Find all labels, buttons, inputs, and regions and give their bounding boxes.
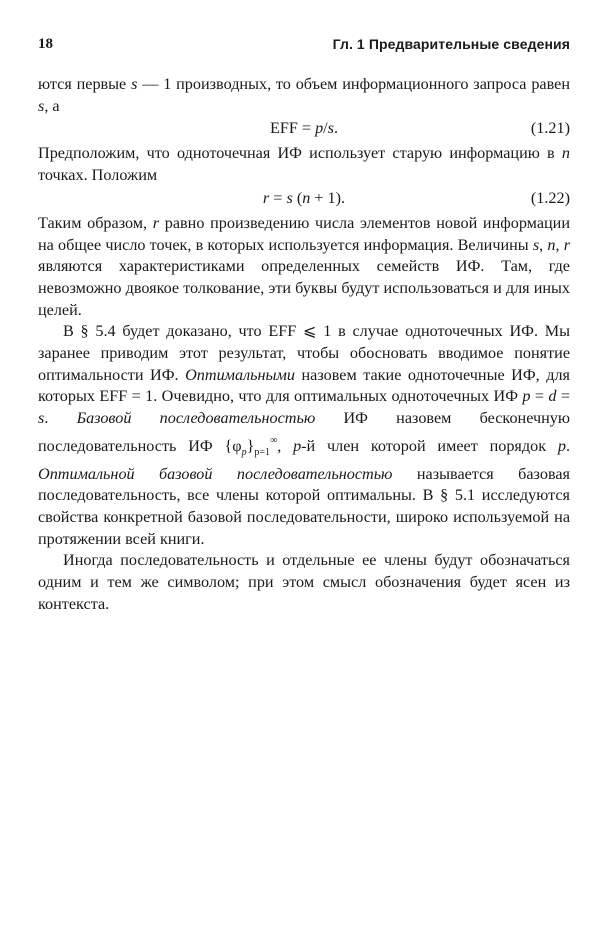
equation-1-22 xyxy=(38,188,570,211)
equation-number: (1.21) xyxy=(530,119,570,138)
running-head: Гл. 1 Предварительные сведения xyxy=(332,36,570,52)
term-base-sequence: Базовой последовательностью xyxy=(76,409,316,428)
page-header xyxy=(38,30,570,52)
book-page xyxy=(38,30,571,613)
term-optimal: Оптимальными xyxy=(185,365,295,384)
equation-1-21 xyxy=(38,118,570,141)
equation-number: (1.22) xyxy=(530,188,570,207)
paragraph-5: Иногда последовательность и отдельные ее члены будут обозначаться одним и тем же символом; при этом смысл обозначения будет ясен из контекста. xyxy=(38,551,570,613)
paragraph-4: В § 5.4 будет доказано, что EFF ⩽ 1 в случае одноточечных ИФ. Мы заранее приводим этот результат, чтобы обосновать вводимое понятие оптимальности ИФ. Оптимальными назовем такие одноточечные ИФ, для которых EFF = 1. Очевидно, что для оптимальных одноточечных ИФ p = d = s. Базовой последовательностью ИФ назовем бесконечную последовательность ИФ $\{\varphi_p\}_{p=1}^\infty$, p-й член которой имеет порядок p. Оптимальной базовой последовательностью называется базовая последовательность, все члены которой оптимальны. В § 5.1 исследуются свойства конкретной базовой последовательности, широко используемой на протяжении всей книги. xyxy=(38,322,571,548)
page-number: 18 xyxy=(38,36,53,52)
paragraph-2: Предположим, что одноточечная ИФ использует старую информацию в n точках. Положим xyxy=(38,144,570,185)
equation-formula: EFF = p/s. xyxy=(269,119,339,138)
paragraph-3: Таким образом, r равно произведению числа элементов новой информации на общее число точек, в которых используется информация. Величины s, n, r являются характеристиками определенных семейств ИФ. Там, где невозможно двоякое толкование, эти буквы будут использоваться и для иных целей. xyxy=(38,213,571,319)
page-body xyxy=(38,74,570,615)
equation-formula: r = s (n + 1). xyxy=(262,188,346,207)
term-optimal-base-sequence: Оптимальной базовой последовательностью xyxy=(38,464,393,483)
paragraph-1: ются первые s — 1 производных, то объем информационного запроса равен s, а xyxy=(38,75,570,115)
